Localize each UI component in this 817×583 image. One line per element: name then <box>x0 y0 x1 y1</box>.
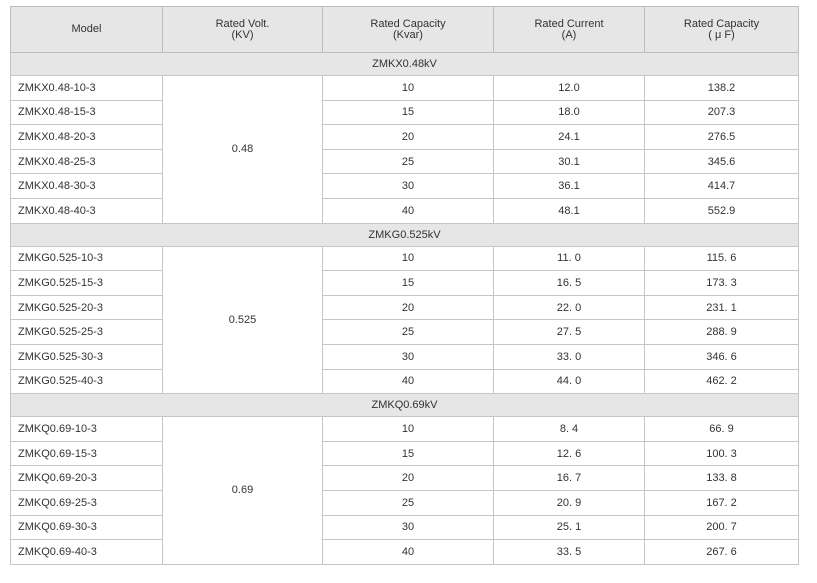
cell-model: ZMKQ0.69-40-3 <box>11 540 163 565</box>
cell-model: ZMKX0.48-20-3 <box>11 125 163 150</box>
cell-rated-capacity-kvar: 30 <box>323 344 494 369</box>
table-row <box>11 76 799 101</box>
group-title: ZMKG0.525kV <box>11 223 799 246</box>
cell-rated-capacity-uf: 173. 3 <box>645 271 799 296</box>
cell-rated-current: 30.1 <box>494 149 645 174</box>
group-header-row <box>11 223 799 246</box>
cell-model: ZMKQ0.69-10-3 <box>11 417 163 442</box>
cell-rated-capacity-uf: 200. 7 <box>645 515 799 540</box>
cell-rated-capacity-uf: 66. 9 <box>645 417 799 442</box>
cell-rated-current: 36.1 <box>494 174 645 199</box>
cell-rated-capacity-uf: 346. 6 <box>645 344 799 369</box>
header-rated-current-unit: (A) <box>561 28 577 41</box>
cell-rated-volt: 0.525 <box>163 246 323 394</box>
cell-rated-capacity-kvar: 25 <box>323 490 494 515</box>
cell-rated-current: 33. 5 <box>494 540 645 565</box>
cell-model: ZMKG0.525-15-3 <box>11 271 163 296</box>
capacitor-spec-table <box>10 6 799 565</box>
cell-rated-current: 16. 7 <box>494 466 645 491</box>
cell-rated-capacity-kvar: 10 <box>323 246 494 271</box>
header-model-label: Model <box>71 23 102 35</box>
cell-rated-capacity-uf: 133. 8 <box>645 466 799 491</box>
cell-rated-current: 22. 0 <box>494 295 645 320</box>
cell-rated-capacity-uf: 267. 6 <box>645 540 799 565</box>
table-row <box>11 490 799 515</box>
cell-rated-current: 12. 6 <box>494 441 645 466</box>
table-header-row <box>11 7 799 53</box>
cell-model: ZMKQ0.69-15-3 <box>11 441 163 466</box>
cell-rated-capacity-uf: 288. 9 <box>645 320 799 345</box>
cell-rated-capacity-kvar: 30 <box>323 515 494 540</box>
cell-model: ZMKX0.48-10-3 <box>11 76 163 101</box>
group-header-row <box>11 394 799 417</box>
table-row <box>11 466 799 491</box>
cell-rated-capacity-kvar: 10 <box>323 417 494 442</box>
cell-rated-capacity-kvar: 40 <box>323 369 494 394</box>
cell-rated-capacity-uf: 167. 2 <box>645 490 799 515</box>
cell-rated-capacity-uf: 207.3 <box>645 100 799 125</box>
cell-model: ZMKQ0.69-20-3 <box>11 466 163 491</box>
cell-rated-current: 27. 5 <box>494 320 645 345</box>
table-row <box>11 344 799 369</box>
cell-rated-capacity-kvar: 15 <box>323 441 494 466</box>
cell-rated-capacity-kvar: 10 <box>323 76 494 101</box>
cell-rated-current: 48.1 <box>494 198 645 223</box>
cell-rated-current: 18.0 <box>494 100 645 125</box>
table-row <box>11 320 799 345</box>
cell-rated-current: 20. 9 <box>494 490 645 515</box>
cell-rated-volt: 0.48 <box>163 76 323 224</box>
header-rated-volt <box>163 7 323 53</box>
table-row <box>11 441 799 466</box>
cell-rated-capacity-uf: 276.5 <box>645 125 799 150</box>
table-row <box>11 540 799 565</box>
cell-model: ZMKX0.48-30-3 <box>11 174 163 199</box>
table-row <box>11 271 799 296</box>
cell-rated-current: 33. 0 <box>494 344 645 369</box>
table-row <box>11 198 799 223</box>
cell-rated-current: 44. 0 <box>494 369 645 394</box>
cell-model: ZMKG0.525-20-3 <box>11 295 163 320</box>
header-rated-capacity-uf <box>645 7 799 53</box>
cell-rated-capacity-kvar: 25 <box>323 149 494 174</box>
cell-rated-capacity-uf: 552.9 <box>645 198 799 223</box>
cell-rated-capacity-kvar: 40 <box>323 540 494 565</box>
cell-model: ZMKX0.48-15-3 <box>11 100 163 125</box>
cell-model: ZMKX0.48-40-3 <box>11 198 163 223</box>
cell-rated-capacity-kvar: 20 <box>323 125 494 150</box>
cell-rated-capacity-uf: 414.7 <box>645 174 799 199</box>
cell-rated-current: 11. 0 <box>494 246 645 271</box>
table-row <box>11 515 799 540</box>
cell-model: ZMKG0.525-30-3 <box>11 344 163 369</box>
cell-model: ZMKQ0.69-30-3 <box>11 515 163 540</box>
table-row <box>11 369 799 394</box>
cell-rated-capacity-uf: 231. 1 <box>645 295 799 320</box>
table-row <box>11 174 799 199</box>
cell-rated-capacity-kvar: 15 <box>323 100 494 125</box>
cell-rated-current: 8. 4 <box>494 417 645 442</box>
group-title: ZMKX0.48kV <box>11 53 799 76</box>
cell-rated-capacity-kvar: 30 <box>323 174 494 199</box>
cell-rated-capacity-uf: 115. 6 <box>645 246 799 271</box>
cell-rated-capacity-kvar: 25 <box>323 320 494 345</box>
table-row <box>11 125 799 150</box>
table-row <box>11 100 799 125</box>
cell-rated-capacity-kvar: 20 <box>323 466 494 491</box>
cell-rated-capacity-uf: 100. 3 <box>645 441 799 466</box>
cell-model: ZMKG0.525-40-3 <box>11 369 163 394</box>
group-title: ZMKQ0.69kV <box>11 394 799 417</box>
table-body <box>11 53 799 565</box>
table-row <box>11 295 799 320</box>
cell-rated-volt: 0.69 <box>163 417 323 565</box>
header-rated-current-label: Rated Current <box>534 17 604 30</box>
header-rated-capacity-kvar-unit: (Kvar) <box>393 28 423 41</box>
cell-rated-capacity-uf: 138.2 <box>645 76 799 101</box>
cell-rated-capacity-kvar: 15 <box>323 271 494 296</box>
cell-model: ZMKQ0.69-25-3 <box>11 490 163 515</box>
header-rated-capacity-uf-unit: ( μ F) <box>708 28 735 41</box>
group-header-row <box>11 53 799 76</box>
header-rated-capacity-kvar-label: Rated Capacity <box>370 17 446 30</box>
header-rated-volt-label: Rated Volt. <box>215 17 270 30</box>
table-row <box>11 417 799 442</box>
cell-model: ZMKG0.525-25-3 <box>11 320 163 345</box>
cell-rated-current: 16. 5 <box>494 271 645 296</box>
header-rated-capacity-uf-label: Rated Capacity <box>683 17 760 30</box>
cell-rated-capacity-kvar: 20 <box>323 295 494 320</box>
cell-rated-capacity-uf: 462. 2 <box>645 369 799 394</box>
cell-rated-current: 25. 1 <box>494 515 645 540</box>
cell-rated-capacity-kvar: 40 <box>323 198 494 223</box>
cell-rated-current: 12.0 <box>494 76 645 101</box>
cell-rated-capacity-uf: 345.6 <box>645 149 799 174</box>
header-rated-volt-unit: (KV) <box>231 28 254 41</box>
header-rated-current <box>494 7 645 53</box>
table-row <box>11 246 799 271</box>
cell-rated-current: 24.1 <box>494 125 645 150</box>
header-model <box>11 7 163 53</box>
table-row <box>11 149 799 174</box>
cell-model: ZMKG0.525-10-3 <box>11 246 163 271</box>
header-rated-capacity-kvar <box>323 7 494 53</box>
cell-model: ZMKX0.48-25-3 <box>11 149 163 174</box>
